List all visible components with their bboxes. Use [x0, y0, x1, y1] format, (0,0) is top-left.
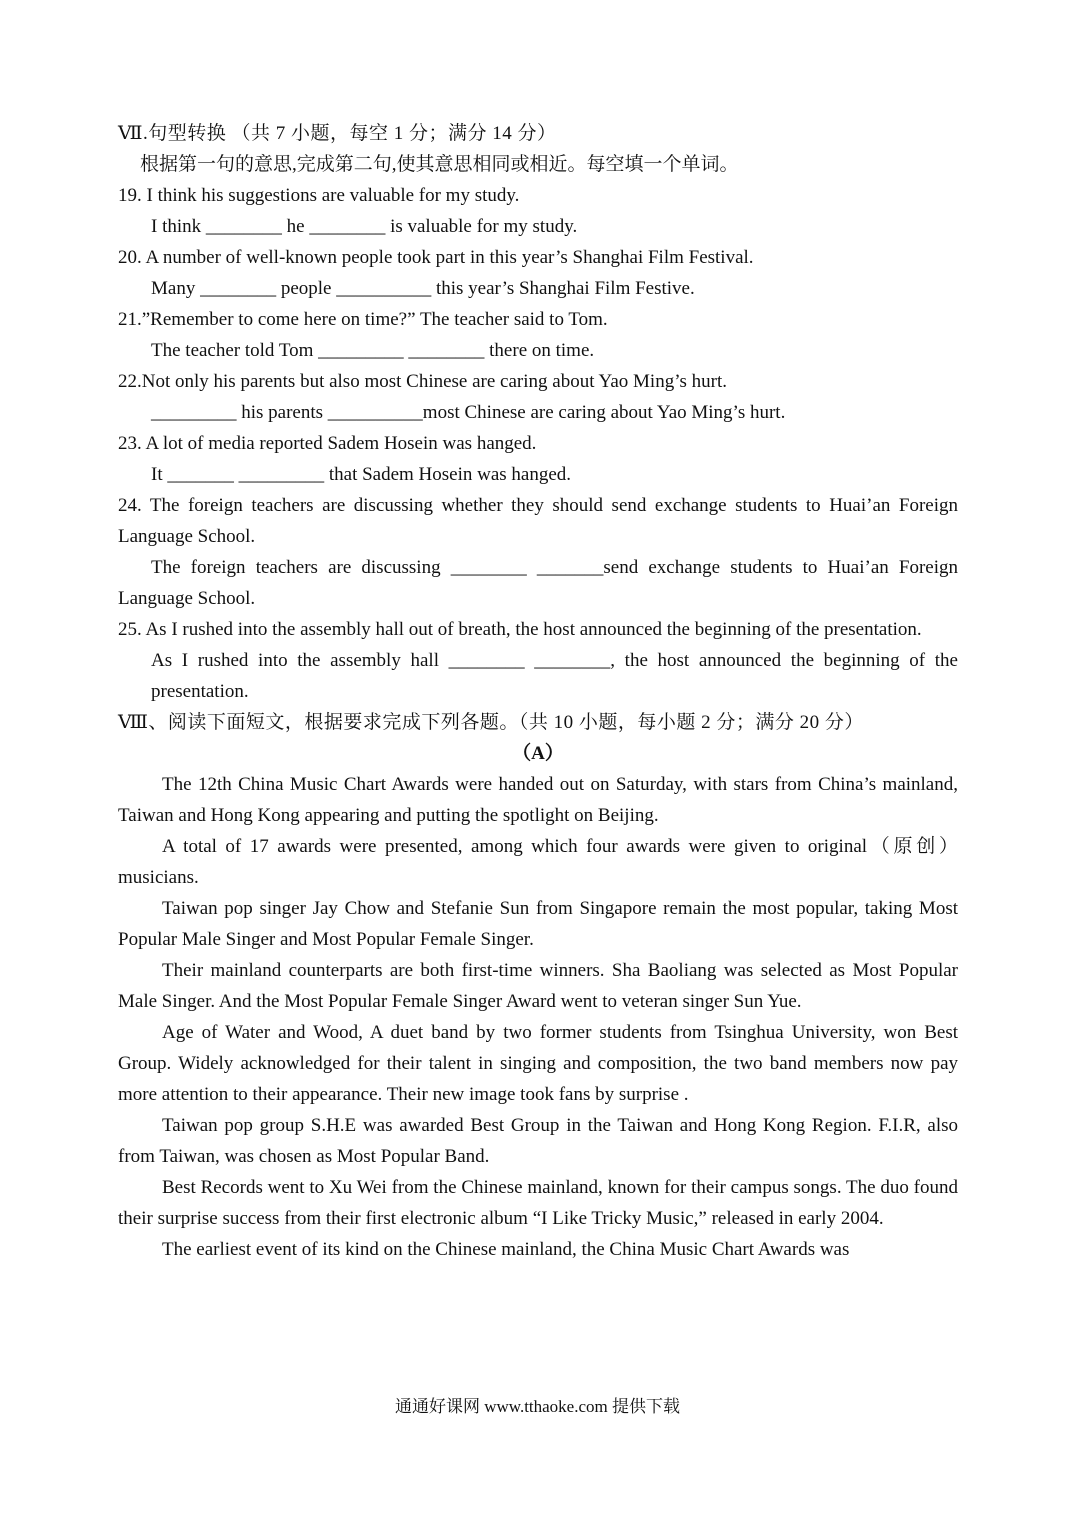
passage-paragraph: The earliest event of its kind on the Chinese mainland, the China Music Chart Awards was [162, 1239, 850, 1260]
answer-21: The teacher told Tom _________ ________ there on time. [151, 340, 595, 361]
passage-paragraph: Age of Water and Wood, A duet band by two former students from Tsinghua University, won Best Group. Widely acknowledged for their talent in singing and composition, the two band members now pay more attention to their appearance. Their new image took fans by surprise . [118, 1022, 958, 1105]
passage-paragraph: A total of 17 awards were presented, among which four awards were given to original（原创） musicians. [118, 836, 958, 888]
question-22: 22.Not only his parents but also most Chinese are caring about Yao Ming’s hurt. [118, 371, 727, 392]
question-24: 24. The foreign teachers are discussing whether they should send exchange students to Huai’an Foreign Language School. [118, 495, 958, 547]
answer-20: Many ________ people __________ this year’s Shanghai Film Festive. [151, 278, 695, 299]
answer-19: I think ________ he ________ is valuable for my study. [151, 216, 578, 237]
passage-paragraph: Taiwan pop singer Jay Chow and Stefanie Sun from Singapore remain the most popular, taking Most Popular Male Singer and Most Popular Female Singer. [118, 898, 958, 950]
passage-paragraph: Their mainland counterparts are both first-time winners. Sha Baoliang was selected as Most Popular Male Singer. And the Most Popular Female Singer Award went to veteran singer Sun Yue. [118, 960, 958, 1012]
answer-24: The foreign teachers are discussing ________ _______send exchange students to Huai’an Foreign Language School. [118, 557, 958, 609]
passage-paragraph: Best Records went to Xu Wei from the Chinese mainland, known for their campus songs. The duo found their surprise success from their first electronic album “I Like Tricky Music,” released in early 2004. [118, 1177, 958, 1229]
answer-22: _________ his parents __________most Chinese are caring about Yao Ming’s hurt. [151, 402, 786, 423]
page-footer: 通通好课网 www.tthaoke.com 提供下载 [394, 1397, 681, 1416]
document-page [118, 118, 958, 1265]
section7-instruction: 根据第一句的意思,完成第二句,使其意思相同或相近。每空填一个单词。 [140, 154, 739, 175]
question-25: 25. As I rushed into the assembly hall out of breath, the host announced the beginning of the presentation. [118, 619, 922, 640]
passage-paragraph: Taiwan pop group S.H.E was awarded Best Group in the Taiwan and Hong Kong Region. F.I.R, also from Taiwan, was chosen as Most Popular Band. [118, 1115, 958, 1167]
passage-paragraph: The 12th China Music Chart Awards were handed out on Saturday, with stars from China’s mainland, Taiwan and Hong Kong appearing and putting the spotlight on Beijing. [118, 774, 958, 826]
question-23: 23. A lot of media reported Sadem Hosein was hanged. [118, 433, 537, 454]
question-20: 20. A number of well-known people took part in this year’s Shanghai Film Festival. [118, 247, 754, 268]
passage-part-label: （A） [512, 743, 564, 764]
section7-heading: Ⅶ.句型转换 （共 7 小题，每空 1 分；满分 14 分） [118, 123, 557, 144]
question-19: 19. I think his suggestions are valuable for my study. [118, 185, 520, 206]
answer-25: As I rushed into the assembly hall ________ ________, the host announced the beginning of the presentation. [151, 650, 958, 702]
question-21: 21.”Remember to come here on time?” The teacher said to Tom. [118, 309, 608, 330]
section8-heading: Ⅷ、阅读下面短文，根据要求完成下列各题。（共 10 小题，每小题 2 分；满分 20 分） [118, 712, 864, 733]
answer-23: It _______ _________ that Sadem Hosein was hanged. [151, 464, 572, 485]
